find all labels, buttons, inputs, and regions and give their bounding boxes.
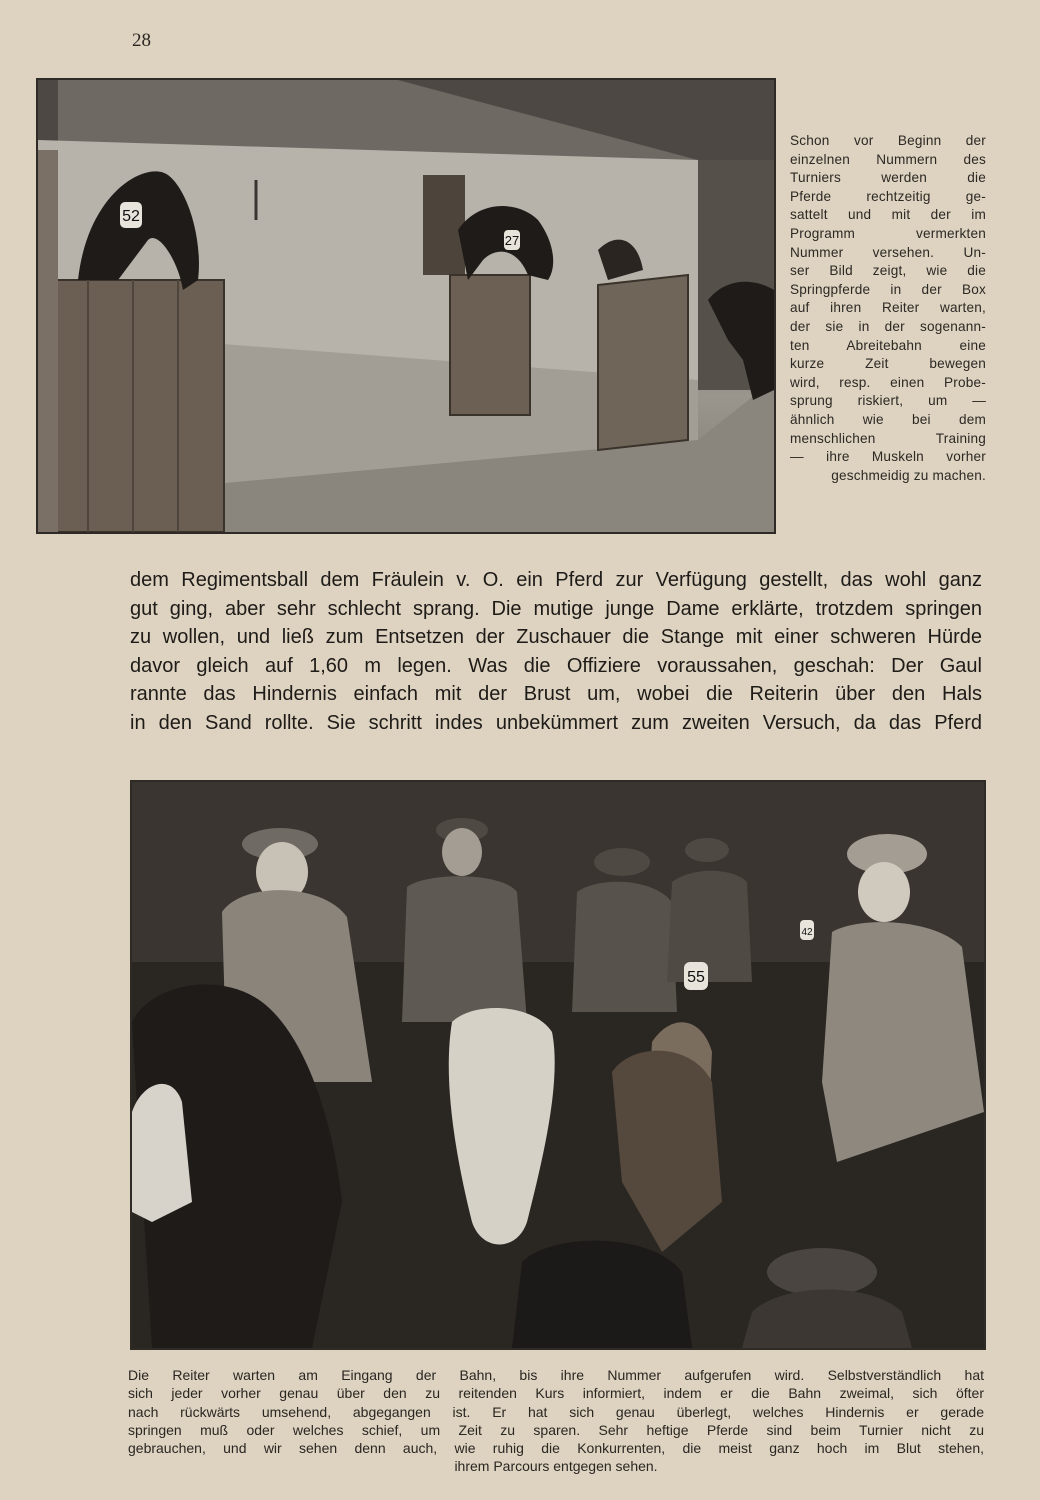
caption-line: Nummer versehen. Un- xyxy=(790,244,986,260)
caption-line: gebrauchen, und wir sehen denn auch, wie ruhig die Konkurrenten, die meist ganz hoch im Blut stehen, xyxy=(128,1440,984,1457)
riders-illustration xyxy=(132,782,984,1348)
caption-line: auf ihren Reiter warten, xyxy=(790,300,986,316)
caption-line: nach rückwärts umsehend, abgegangen ist. Er hat sich genau überlegt, welches Hindernis er gerade xyxy=(128,1403,984,1420)
body-line: dem Regimentsball dem Fräulein v. O. ein Pferd zur Verfügung gestellt, das wohl ganz xyxy=(130,569,982,591)
body-paragraph xyxy=(130,566,982,737)
body-line: rannte das Hindernis einfach mit der Brust um, wobei die Reiterin über den Hals xyxy=(130,683,982,705)
caption-line: Springpferde in der Box xyxy=(790,281,986,297)
caption-line: wird, resp. einen Probe- xyxy=(790,374,986,390)
caption-line: kurze Zeit bewegen xyxy=(790,356,986,372)
caption-line: menschlichen Training xyxy=(790,430,986,446)
caption-line: einzelnen Nummern des xyxy=(790,151,986,167)
caption-line: Die Reiter warten am Eingang der Bahn, bis ihre Nummer aufgerufen wird. Selbstverständlich hat xyxy=(128,1367,984,1383)
riders-photo xyxy=(130,780,986,1350)
caption-line: Programm vermerkten xyxy=(790,225,986,241)
caption-line: ähnlich wie bei dem xyxy=(790,411,986,427)
body-line: in den Sand rollte. Sie schritt indes unbekümmert zum zweiten Versuch, da das Pferd xyxy=(130,711,982,734)
page-number: 28 xyxy=(132,30,151,51)
caption-line: sprung riskiert, um — xyxy=(790,393,986,409)
body-line: gut ging, aber sehr schlecht sprang. Die mutige junge Dame erklärte, trotzdem springen xyxy=(130,597,982,620)
body-line: zu wollen, und ließ zum Entsetzen der Zuschauer die Stange mit einer schweren Hürde xyxy=(130,626,982,648)
caption-line: ser Bild zeigt, wie die xyxy=(790,263,986,279)
caption-line: springen muß oder welches schief, um Zeit zu sparen. Sehr heftige Pferde sind beim Turnier nicht zu xyxy=(128,1421,984,1438)
caption-line: Pferde rechtzeitig ge- xyxy=(790,188,986,204)
horse-number-27: 27 xyxy=(504,233,520,248)
caption-line: ten Abreitebahn eine xyxy=(790,337,986,353)
caption-line: geschmeidig zu machen. xyxy=(831,467,986,483)
caption-line: sattelt und mit der im xyxy=(790,207,986,223)
horse-number-52: 52 xyxy=(122,208,140,225)
caption-line: ihrem Parcours entgegen sehen. xyxy=(454,1458,658,1475)
caption-line: Turniers werden die xyxy=(790,170,986,186)
caption-line: sich jeder vorher genau über den zu reitenden Kurs informiert, indem er die Bahn zweimal, sich öfter xyxy=(128,1385,984,1402)
caption-line: — ihre Muskeln vorher xyxy=(790,449,986,465)
caption-line: der sie in der sogenann- xyxy=(790,318,986,334)
horse-number-42: 42 xyxy=(801,927,813,938)
riders-photo-caption xyxy=(128,1366,984,1476)
stable-horses-illustration xyxy=(38,80,774,532)
stable-horses-photo xyxy=(36,78,776,534)
body-line: davor gleich auf 1,60 m legen. Was die Offiziere voraussahen, geschah: Der Gaul xyxy=(130,654,982,677)
stable-photo-caption xyxy=(790,132,986,485)
horse-number-55: 55 xyxy=(687,969,705,986)
caption-line: Schon vor Beginn der xyxy=(790,133,986,148)
